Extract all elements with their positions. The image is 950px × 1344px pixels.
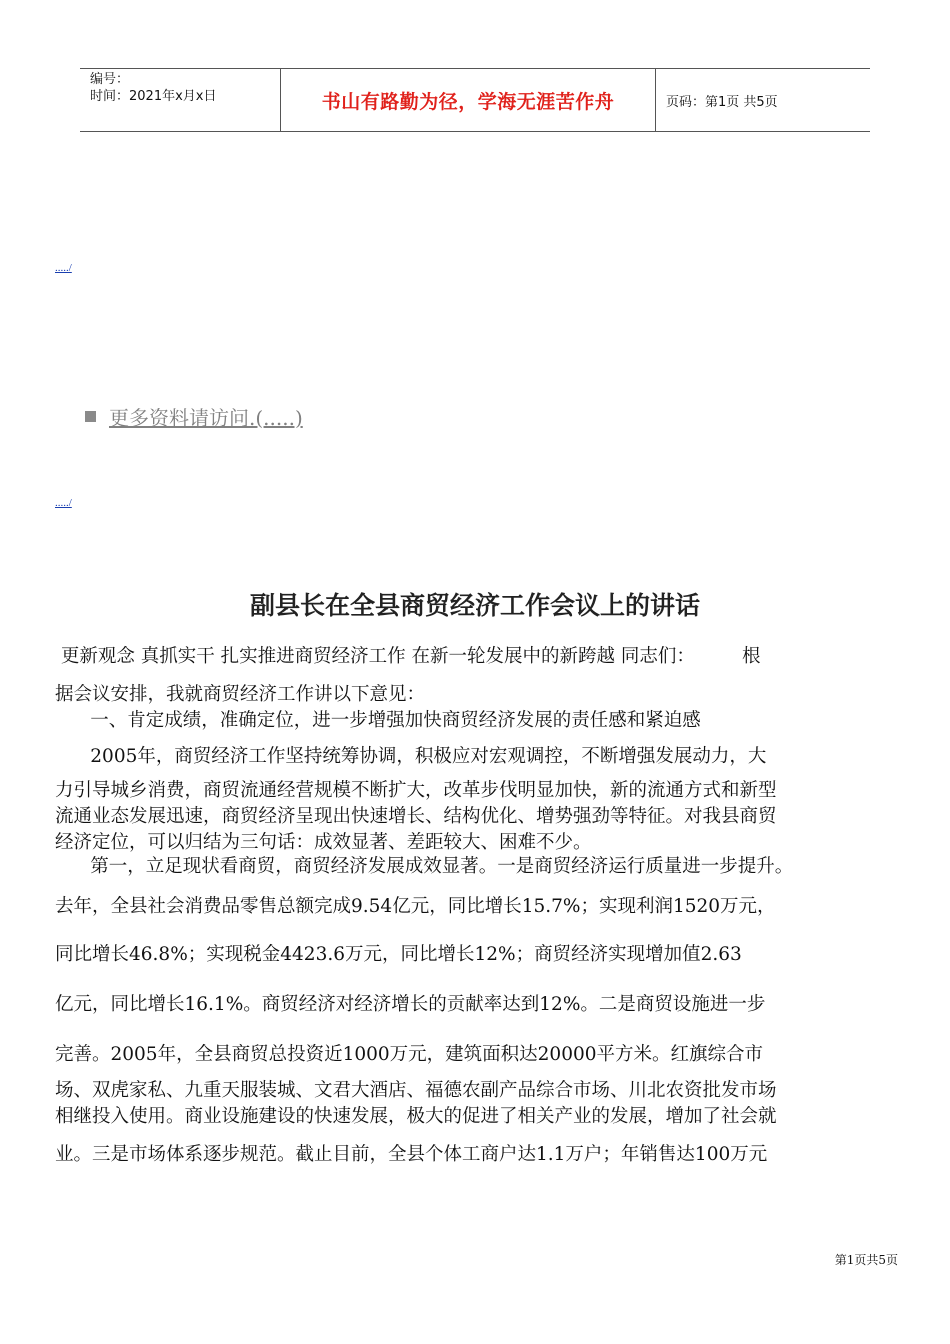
more-resources — [85, 402, 303, 431]
body-line: 相继投入使用。商业设施建设的快速发展，极大的促进了相关产业的发展，增加了社会就 — [55, 1106, 777, 1127]
body-line: 更新观念 真抓实干 扎实推进商贸经济工作 在新一轮发展中的新跨越 同志们： 根 — [55, 646, 761, 667]
more-resources-link[interactable]: 更多资料请访问.(.....) — [109, 406, 303, 430]
body-line: 业。三是市场体系逐步规范。截止目前，全县个体工商户达1.1万户；年销售达100万元 — [55, 1144, 768, 1165]
document-header — [80, 68, 870, 132]
body-line: 流通业态发展迅速，商贸经济呈现出快速增长、结构优化、增势强劲等特征。对我县商贸 — [55, 806, 777, 827]
body-line: 完善。2005年，全县商贸总投资近1000万元，建筑面积达20000平方米。红旗综合市 — [55, 1044, 764, 1065]
number-label: 编号： — [90, 72, 130, 87]
footer-page-number: 第1页共5页 — [834, 1253, 898, 1267]
body-line: 同比增长46.8%；实现税金4423.6万元，同比增长12%；商贸经济实现增加值2.63 — [55, 944, 742, 965]
header-page-info: 页码：第1页 共5页 — [666, 94, 778, 110]
body-line: 一、肯定成绩，准确定位，进一步增强加快商贸经济发展的责任感和紧迫感 — [55, 710, 701, 731]
square-bullet-icon — [85, 411, 96, 422]
top-link[interactable]: ...../ — [55, 262, 72, 274]
body-line: 力引导城乡消费，商贸流通经营规模不断扩大，改革步伐明显加快，新的流通方式和新型 — [55, 780, 777, 801]
bottom-link[interactable]: ...../ — [55, 497, 72, 509]
body-line: 2005年，商贸经济工作坚持统筹协调，积极应对宏观调控，不断增强发展动力，大 — [55, 746, 767, 767]
body-line: 据会议安排，我就商贸经济工作讲以下意见： — [55, 684, 426, 705]
header-meta — [80, 69, 280, 131]
body-line: 第一，立足现状看商贸，商贸经济发展成效显著。一是商贸经济运行质量进一步提升。 — [55, 856, 794, 877]
time-label: 时间：2021年x月x日 — [90, 89, 217, 104]
body-line: 亿元，同比增长16.1%。商贸经济对经济增长的贡献率达到12%。二是商贸设施进一步 — [55, 994, 766, 1015]
document-title: 副县长在全县商贸经济工作会议上的讲话 — [249, 591, 700, 620]
body-line: 经济定位，可以归结为三句话：成效显著、差距较大、困难不少。 — [55, 832, 592, 853]
header-motto: 书山有路勤为径，学海无涯苦作舟 — [280, 69, 656, 131]
body-line: 场、双虎家私、九重天服装城、文君大酒店、福德农副产品综合市场、川北农资批发市场 — [55, 1080, 777, 1101]
body-line: 去年，全县社会消费品零售总额完成9.54亿元，同比增长15.7%；实现利润1520万元， — [55, 896, 776, 917]
